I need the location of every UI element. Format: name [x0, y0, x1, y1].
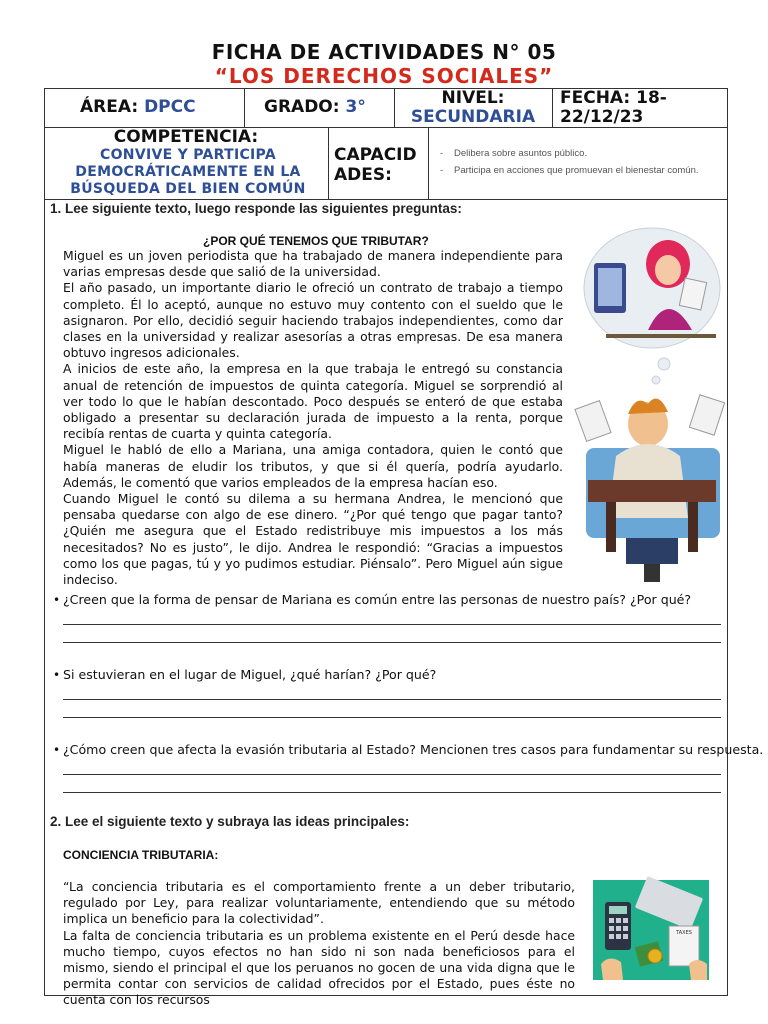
- section-1-heading: 1. Lee siguiente texto, luego responde las siguientes preguntas:: [50, 201, 462, 216]
- list-item: - Participa en acciones que promuevan el bienestar común.: [440, 165, 699, 176]
- nivel-field: [394, 89, 552, 127]
- area-label: ÁREA:: [80, 97, 139, 117]
- answer-line[interactable]: [63, 642, 721, 643]
- question-3: • ¿Cómo creen que afecta la evasión tributaria al Estado? Mencionen tres casos para fundamentar su respuesta.: [53, 742, 764, 757]
- reading-title: ¿POR QUÉ TENEMOS QUE TRIBUTAR?: [203, 234, 429, 248]
- capacidades-list: [440, 148, 699, 182]
- paragraph: Cuando Miguel le contó su dilema a su hermana Andrea, le mencionó que pensaba quedarse con algo de ese dinero. “¿Por qué tengo que pagar tanto? ¿Quién me asegura que el Estado redistribuye mis impuestos a los más necesitados? No es justo”, le dijo. Andrea le respondió: “Gracias a impuestos como los que pagas, tú y yo pudimos estudiar. Piénsalo”. Pero Miguel aún sigue indeciso.: [63, 491, 563, 588]
- table-divider: [44, 199, 728, 200]
- paragraph: La falta de conciencia tributaria es un problema existente en el Perú desde hace mucho tiempo, cuyos efectos no han sido ni son nada beneficiosos para el mismo, siendo el principal el que los peruanos no gocen de una vida digna que le permita contar con servicios de calidad ofrecidos por el Estado, pues éste no cuenta con los recursos: [63, 927, 575, 1008]
- question-1: • ¿Creen que la forma de pensar de Mariana es común entre las personas de nuestro país? ¿Por qué?: [53, 592, 692, 607]
- competencia-text: CONVIVE Y PARTICIPA DEMOCRÁTICAMENTE EN LA BÚSQUEDA DEL BIEN COMÚN: [70, 147, 306, 197]
- reading-text: [63, 248, 563, 588]
- paragraph: Miguel es un joven periodista que ha trabajado de manera independiente para varias empresas desde que salió de la universidad.: [63, 248, 563, 280]
- tax-illustration: [576, 218, 728, 588]
- paragraph: El año pasado, un importante diario le ofreció un contrato de trabajo a tiempo completo. Él lo aceptó, aunque no estuvo muy contento con el sueldo que le asignaron. Por ello, decidió seguir haciendo trabajos independientes, como dar clases en la universidad y realizar asesorías a otras empresas. De esa manera obtuvo ingresos adicionales.: [63, 280, 563, 361]
- list-item: - Delibera sobre asuntos público.: [440, 148, 588, 159]
- conciencia-text: [63, 879, 575, 1008]
- table-divider: [428, 127, 429, 199]
- section-2-subheading: CONCIENCIA TRIBUTARIA:: [63, 848, 219, 862]
- nivel-value: SECUNDARIA: [410, 107, 536, 127]
- fecha-field: [560, 89, 667, 127]
- fecha-value: 22/12/23: [560, 107, 644, 127]
- taxes-label: TAXES: [676, 930, 692, 936]
- page-subtitle: “LOS DERECHOS SOCIALES”: [214, 64, 554, 88]
- page-title: FICHA DE ACTIVIDADES N° 05: [211, 40, 557, 64]
- table-divider: [552, 88, 553, 127]
- competencia-label: COMPETENCIA:: [113, 127, 259, 147]
- taxes-illustration: [593, 880, 709, 980]
- answer-line[interactable]: [63, 624, 721, 625]
- grado-value: 3°: [345, 97, 366, 117]
- answer-line[interactable]: [63, 792, 721, 793]
- answer-line[interactable]: [63, 717, 721, 718]
- table-divider: [328, 127, 329, 199]
- paragraph: “La conciencia tributaria es el comportamiento frente a un deber tributario, regulado por Ley, para realizar voluntariamente, entendiendo que su método implica un beneficio para la colectividad”.: [63, 879, 575, 927]
- nivel-label: NIVEL:: [441, 88, 505, 108]
- coin-icon: [648, 949, 662, 963]
- capacidades-label: CAPACID ADES:: [334, 145, 417, 185]
- answer-line[interactable]: [63, 699, 721, 700]
- grado-label: GRADO:: [264, 97, 340, 117]
- section-2-heading: 2. Lee el siguiente texto y subraya las ideas principales:: [50, 814, 410, 829]
- paragraph: A inicios de este año, la empresa en la que trabaja le entregó su constancia anual de retención de impuestos de quinta categoría. Miguel se sorprendió al ver todo lo que le habían descontado. Poco después se enteró de que estaba obligado a presentar su declaración jurada de impuesto a la renta, porque recibía rentas de cuarta y quinta categoría.: [63, 361, 563, 442]
- question-2: • Si estuvieran en el lugar de Miguel, ¿qué harían? ¿Por qué?: [53, 667, 437, 682]
- table-divider: [244, 88, 245, 127]
- answer-line[interactable]: [63, 774, 721, 775]
- grado-field: [264, 97, 366, 117]
- area-value: DPCC: [144, 97, 196, 117]
- area-field: [80, 97, 196, 117]
- fecha-label: FECHA: 18-: [560, 88, 667, 108]
- paragraph: Miguel le habló de ello a Mariana, una amiga contadora, quien le contó que había maneras de eludir los tributos, y que si él quería, podría ayudarlo. Además, le comentó que varios empleados de la empresa hacían eso.: [63, 442, 563, 490]
